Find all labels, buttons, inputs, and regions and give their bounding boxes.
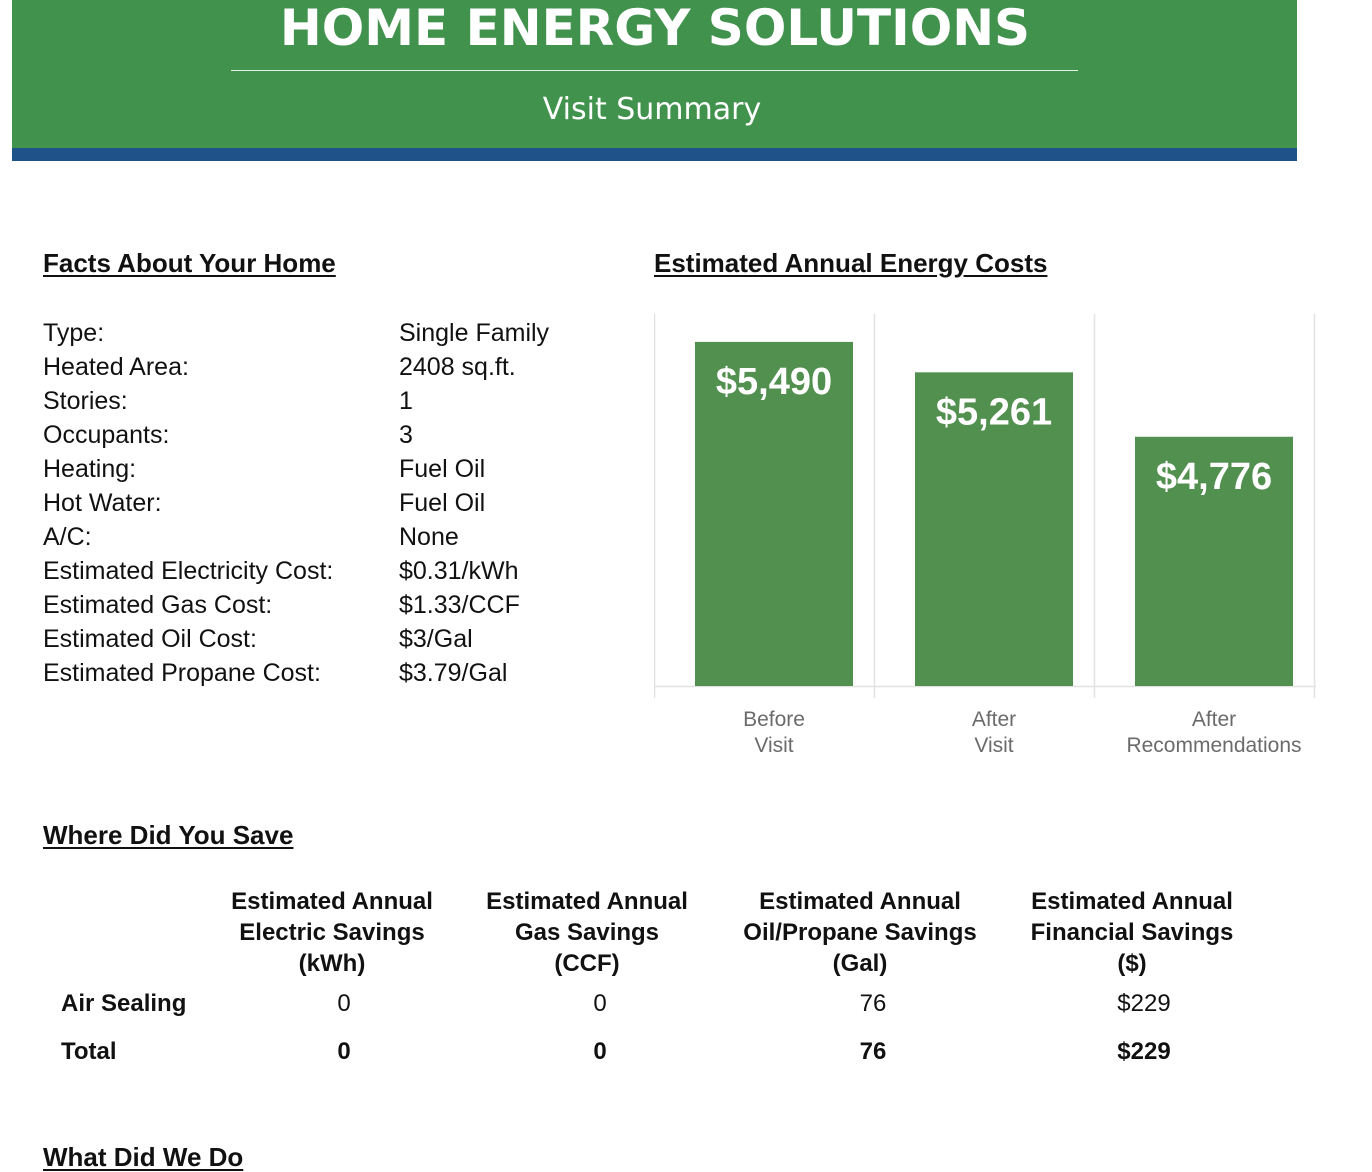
fact-label: A/C: <box>43 523 92 551</box>
column-header-line: Oil/Propane Savings <box>743 919 977 946</box>
chart-bar-value-label: $5,261 <box>935 391 1053 434</box>
fact-label: Heating: <box>43 455 137 483</box>
fact-row-type <box>43 316 603 350</box>
column-header-line: (kWh) <box>298 950 366 977</box>
column-header-line: Estimated Annual <box>1031 888 1233 915</box>
page-title: HOME ENERGY SOLUTIONS <box>279 0 1031 57</box>
fact-value: $1.33/CCF <box>399 591 520 619</box>
fact-value: 2408 sq.ft. <box>399 353 516 381</box>
header-stripe <box>12 148 1297 161</box>
cell-total-gas: 0 <box>593 1038 607 1065</box>
fact-row-electricity-cost <box>43 554 603 588</box>
column-header-oil-propane <box>720 886 1000 979</box>
fact-value: $3.79/Gal <box>399 659 508 687</box>
fact-value: 3 <box>399 421 413 449</box>
chart-category-label: Recommendations <box>1126 734 1302 757</box>
column-header-electric <box>217 886 447 979</box>
fact-value: Fuel Oil <box>399 455 486 483</box>
chart-bar-value-label: $4,776 <box>1155 455 1273 498</box>
fact-row-hot-water <box>43 486 603 520</box>
column-header-line: Financial Savings <box>1030 919 1234 946</box>
facts-list <box>43 316 603 690</box>
cell-total-electric: 0 <box>337 1038 351 1065</box>
energy-cost-chart <box>654 314 1316 764</box>
fact-value: $3/Gal <box>399 625 473 653</box>
fact-row-oil-cost <box>43 622 603 656</box>
page-subtitle: Visit Summary <box>542 92 762 127</box>
column-header-line: (Gal) <box>832 950 888 977</box>
fact-row-propane-cost <box>43 656 603 690</box>
column-header-line: Estimated Annual <box>486 888 688 915</box>
fact-row-heating <box>43 452 603 486</box>
cell-financial: $229 <box>1117 990 1171 1017</box>
fact-label: Estimated Propane Cost: <box>43 659 321 687</box>
header-divider <box>231 70 1078 71</box>
fact-label: Type: <box>43 319 105 347</box>
facts-heading: Facts About Your Home <box>43 248 336 278</box>
fact-row-occupants <box>43 418 603 452</box>
fact-label: Occupants: <box>43 421 170 449</box>
what-did-we-do-heading: What Did We Do <box>43 1142 244 1172</box>
fact-row-heated-area <box>43 350 603 384</box>
chart-category-label: After <box>1191 708 1237 731</box>
chart-category-label: Visit <box>754 734 794 757</box>
fact-value: Single Family <box>399 319 550 347</box>
fact-label: Estimated Electricity Cost: <box>43 557 334 585</box>
chart-category-label: Before <box>743 708 805 731</box>
fact-row-gas-cost <box>43 588 603 622</box>
fact-value: $0.31/kWh <box>399 557 519 585</box>
column-header-line: Estimated Annual <box>231 888 433 915</box>
fact-row-ac <box>43 520 603 554</box>
energy-cost-chart-svg <box>654 314 1316 764</box>
fact-label: Estimated Oil Cost: <box>43 625 257 653</box>
fact-value: Fuel Oil <box>399 489 486 517</box>
fact-label: Heated Area: <box>43 353 189 381</box>
column-header-line: Estimated Annual <box>759 888 961 915</box>
fact-row-stories <box>43 384 603 418</box>
savings-heading: Where Did You Save <box>43 820 294 850</box>
chart-heading: Estimated Annual Energy Costs <box>654 248 1048 278</box>
column-header-line: ($) <box>1117 950 1147 977</box>
chart-category-label: Visit <box>974 734 1014 757</box>
cell-electric: 0 <box>337 990 351 1017</box>
cell-gas: 0 <box>593 990 607 1017</box>
fact-label: Estimated Gas Cost: <box>43 591 273 619</box>
cell-oil-propane: 76 <box>859 990 887 1017</box>
column-header-line: (CCF) <box>554 950 620 977</box>
column-header-gas <box>472 886 702 979</box>
column-header-line: Gas Savings <box>514 919 660 946</box>
column-header-financial <box>1012 886 1252 979</box>
fact-value: 1 <box>399 387 413 415</box>
column-header-line: Electric Savings <box>239 919 425 946</box>
chart-bar-value-label: $5,490 <box>715 360 833 403</box>
cell-total-financial: $229 <box>1117 1038 1171 1065</box>
cell-total-oil-propane: 76 <box>859 1038 887 1065</box>
fact-label: Stories: <box>43 387 128 415</box>
chart-category-label: After <box>971 708 1017 731</box>
row-label-air-sealing: Air Sealing <box>61 990 187 1017</box>
row-label-total: Total <box>61 1038 117 1065</box>
fact-label: Hot Water: <box>43 489 162 517</box>
fact-value: None <box>399 523 459 551</box>
